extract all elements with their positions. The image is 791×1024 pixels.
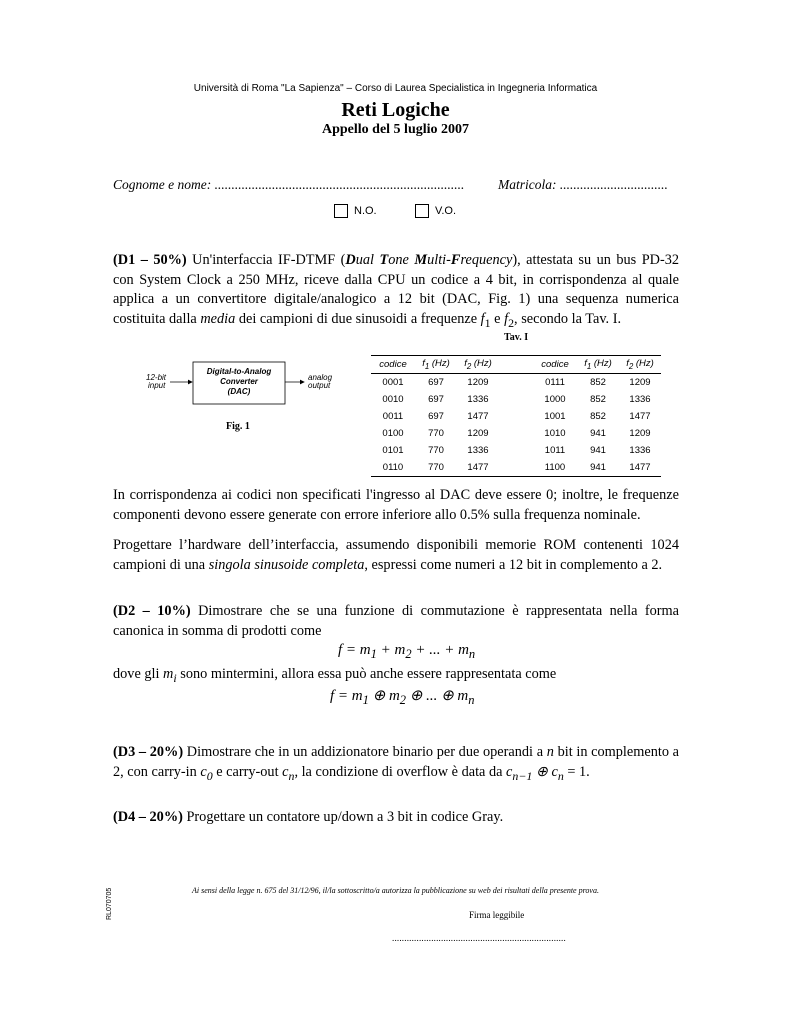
formula-sum-of-minterms: $f = m_1 + m_2$ + ... + $m_n$ [338, 642, 476, 661]
table-cell: 697 [428, 411, 444, 422]
output-label: output [308, 381, 331, 390]
table-cell: 0001 [382, 377, 404, 388]
table-cell: 941 [590, 445, 606, 456]
table-cell: 1209 [467, 428, 489, 439]
table-cell: 770 [428, 445, 444, 456]
table-cell: 1010 [544, 428, 566, 439]
dac-diagram [140, 360, 360, 440]
text: sono mintermini, allora essa può anche essere rappresentata come [176, 666, 557, 682]
frequency-table [371, 355, 661, 477]
page-title: Reti Logiche [341, 99, 450, 121]
d2-continuation: dove gli $m_i$ sono mintermini, allora essa può anche essere rappresentata come [113, 666, 557, 685]
table-cell: 1001 [544, 411, 566, 422]
text: , la condizione di overflow è data da [294, 763, 507, 780]
text: , espressi come numeri a 12 bit in complemento a 2. [364, 556, 663, 573]
text: ), attestata su un bus PD-32 con System Clock a 250 MHz, riceve dalla CPU un codice a 4 bit, in corrispondenza al quale applica a un convertitore digitale/analogico a 12 bit (DAC, Fig. 1) una sequenza numerica costituita dalla [113, 252, 680, 327]
question-d3: (D3 – 20%) Dimostrare che in un addizionatore binario per due operandi a n bit in complemento a 2, con carry-in $c_0$ e carry-out $c_n$, la condizione di overflow è data da $c_{n-1}$ ⊕ $c_n = 1$. [113, 744, 679, 783]
math: 1 [484, 315, 491, 330]
d1-task [113, 536, 679, 575]
table-cell: 0110 [382, 462, 404, 473]
checkbox-label: N.O. [354, 205, 377, 217]
text: D [345, 252, 356, 268]
question-label: (D4 – 20%) [113, 809, 183, 825]
text: bit in complemento a 2, con carry-in [113, 744, 679, 780]
text: Progettare l’hardware dell’interfaccia, assumendo disponibili memorie ROM contenenti 1024 campioni di una [113, 537, 679, 573]
formula-xor-of-minterms: $f = m_1$ ⊕ $m_2$ ⊕ ... ⊕ $m_n$ [330, 688, 475, 707]
column-header: $f_1$ (Hz) [584, 358, 612, 371]
legal-notice: Ai sensi della legge n. 675 del 31/12/96, il/la sottoscritto/a autorizza la pubblicazione su web dei risultati della presente prova. [192, 886, 599, 895]
table-cell: 852 [590, 394, 606, 405]
table-cell: 852 [590, 377, 606, 388]
text: Progettare un contatore up/down a 3 bit in codice Gray. [182, 809, 504, 825]
table-cell: 0100 [382, 428, 404, 439]
column-header: codice [379, 359, 407, 370]
university-header: Università di Roma "La Sapienza" – Corso di Laurea Specialistica in Ingegneria Informatica [193, 83, 598, 94]
math: f [504, 310, 509, 327]
table-cell: 770 [428, 428, 444, 439]
table-cell: 0111 [545, 377, 565, 388]
signature-label: Firma leggibile [469, 910, 525, 920]
checkbox-label: V.O. [435, 205, 456, 217]
text: e carry-out [212, 763, 283, 780]
exam-date: Appello del 5 luglio 2007 [321, 122, 470, 137]
column-header: $f_2$ (Hz) [464, 358, 492, 371]
table-cell: 1000 [544, 394, 566, 405]
text: M [414, 252, 428, 268]
text: one [388, 252, 415, 268]
text: requency [460, 252, 513, 268]
question-d2 [113, 602, 679, 641]
table-cell: 1209 [629, 377, 651, 388]
text: e [490, 310, 505, 327]
text: Dimostrare che in un addizionatore binario per due operandi a [183, 744, 547, 760]
text: ulti- [427, 252, 451, 268]
math: f [480, 310, 485, 327]
column-header: $f_2$ (Hz) [626, 358, 654, 371]
name-field[interactable]: Cognome e nome: .......................................................................... [113, 177, 465, 192]
table-cell: 697 [428, 394, 444, 405]
table-cell: 1209 [629, 428, 651, 439]
table-row [371, 391, 661, 408]
matricola-field[interactable]: Matricola: ................................ [498, 177, 668, 192]
table-header-row [371, 356, 661, 374]
table-cell: 0101 [382, 445, 404, 456]
question-d4 [113, 808, 679, 828]
text: ual [355, 252, 380, 268]
table-row [371, 408, 661, 425]
input-label: 12-bit [146, 373, 167, 382]
table-row [371, 442, 661, 459]
text: . [586, 763, 590, 780]
table-cell: 770 [428, 462, 444, 473]
table-cell: 852 [590, 411, 606, 422]
text: T [379, 252, 389, 268]
table-cell: 941 [590, 462, 606, 473]
question-d1 [113, 251, 679, 333]
text: singola sinusoide completa [208, 556, 365, 573]
dac-label: Digital-to-Analog [206, 367, 272, 376]
table-row [371, 459, 661, 477]
table-cell: 1011 [544, 445, 566, 456]
table-cell: 0011 [382, 411, 404, 422]
text: Un'interfaccia IF-DTMF ( [186, 252, 346, 268]
table-cell: 1336 [467, 394, 489, 405]
checkbox-box[interactable] [415, 204, 429, 218]
math: 2 [508, 315, 515, 330]
text: dei campioni di due sinusoidi a frequenze [235, 310, 481, 327]
table-cell: 1209 [467, 377, 489, 388]
table-row [371, 425, 661, 442]
table-cell: 1336 [467, 445, 489, 456]
input-label: input [148, 381, 166, 390]
output-label: analog [308, 373, 333, 382]
dac-label: (DAC) [227, 387, 251, 396]
table-cell: 1477 [467, 411, 489, 422]
checkbox-no[interactable] [334, 204, 377, 218]
question-label: (D1 – 50%) [113, 252, 187, 268]
text: , secondo la Tav. I. [514, 310, 622, 327]
checkbox-box[interactable] [334, 204, 348, 218]
column-header: $f_1$ (Hz) [422, 358, 450, 371]
math: n [546, 744, 554, 760]
d1-requirements: In corrispondenza ai codici non specificati l'ingresso al DAC deve essere 0; inoltre, le frequenze componenti devono essere generate con errore inferiore allo 0.5% sulla frequenza nominale. [113, 487, 679, 523]
document-code: RL070705 [106, 887, 113, 920]
table-cell: 1477 [467, 462, 489, 473]
question-label: (D2 – 10%) [113, 603, 191, 619]
question-label: (D3 – 20%) [113, 744, 184, 760]
figure-caption: Fig. 1 [226, 421, 250, 432]
signature-field[interactable]: ....................................................................... [392, 933, 566, 943]
table-title: Tav. I [504, 332, 529, 343]
table-cell: 941 [590, 428, 606, 439]
dac-label: Converter [220, 377, 258, 386]
table-cell: 0010 [382, 394, 404, 405]
table-cell: 1336 [629, 445, 651, 456]
column-header: codice [541, 359, 569, 370]
table-row [371, 374, 661, 392]
table-cell: 1477 [629, 411, 651, 422]
text: F [450, 252, 461, 268]
text: media [200, 310, 236, 327]
text: dove gli [113, 666, 164, 682]
table-cell: 1100 [544, 462, 566, 473]
table-cell: 1477 [629, 462, 651, 473]
table-cell: 697 [428, 377, 444, 388]
checkbox-vo[interactable] [415, 204, 456, 218]
table-cell: 1336 [629, 394, 651, 405]
text: Dimostrare che se una funzione di commutazione è rappresentata nella forma canonica in somma di prodotti come [113, 603, 680, 639]
